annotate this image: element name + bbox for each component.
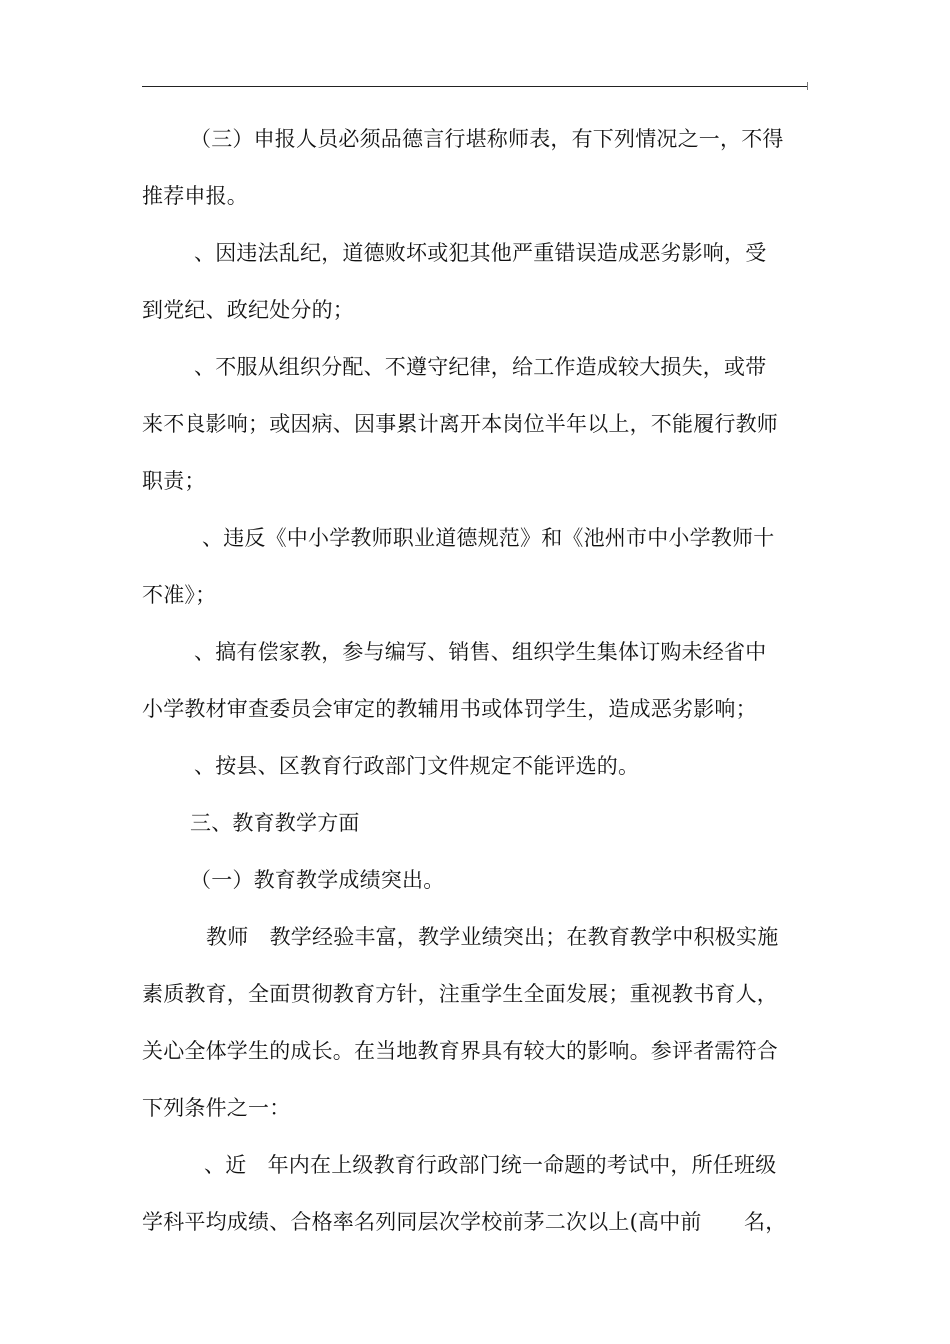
paragraph-line: 不准》； xyxy=(142,583,217,607)
paragraph-line: 、因违法乱纪，道德败坏或犯其他严重错误造成恶劣影响，受 xyxy=(194,241,767,265)
paragraph-line: 、按县、区教育行政部门文件规定不能评选的。 xyxy=(194,754,640,778)
paragraph-line: 来不良影响；或因病、因事累计离开本岗位半年以上，不能履行教师 xyxy=(142,412,778,436)
paragraph-line: 学科平均成绩、合格率名列同层次学校前茅二次以上(高中前 名， xyxy=(142,1210,787,1234)
paragraph-line: 职责； xyxy=(142,469,206,493)
paragraph-line: 、近 年内在上级教育行政部门统一命题的考试中，所任班级 xyxy=(204,1153,777,1177)
subsection-heading: （一）教育教学成绩突出。 xyxy=(190,868,445,892)
paragraph-line: 推荐申报。 xyxy=(142,184,248,208)
paragraph-line: 到党纪、政纪处分的； xyxy=(142,298,354,322)
paragraph-line: （三）申报人员必须品德言行堪称师表，有下列情况之一，不得 xyxy=(190,127,784,151)
header-rule-tick xyxy=(807,82,808,90)
paragraph-line: 下列条件之一： xyxy=(142,1096,291,1120)
paragraph-line: 教师 教学经验丰富，教学业绩突出；在教育教学中积极实施 xyxy=(206,925,779,949)
paragraph-line: 、搞有偿家教，参与编写、销售、组织学生集体订购未经省中 xyxy=(194,640,767,664)
paragraph-line: 素质教育，全面贯彻教育方针，注重学生全面发展；重视教书育人， xyxy=(142,982,778,1006)
section-heading: 三、教育教学方面 xyxy=(190,811,360,835)
paragraph-line: 小学教材审查委员会审定的教辅用书或体罚学生，造成恶劣影响； xyxy=(142,697,757,721)
header-rule xyxy=(142,86,808,87)
paragraph-line: 关心全体学生的成长。在当地教育界具有较大的影响。参评者需符合 xyxy=(142,1039,778,1063)
paragraph-line: 、不服从组织分配、不遵守纪律，给工作造成较大损失，或带 xyxy=(194,355,767,379)
paragraph-line: 、违反《中小学教师职业道德规范》和《池州市中小学教师十 xyxy=(202,526,775,550)
